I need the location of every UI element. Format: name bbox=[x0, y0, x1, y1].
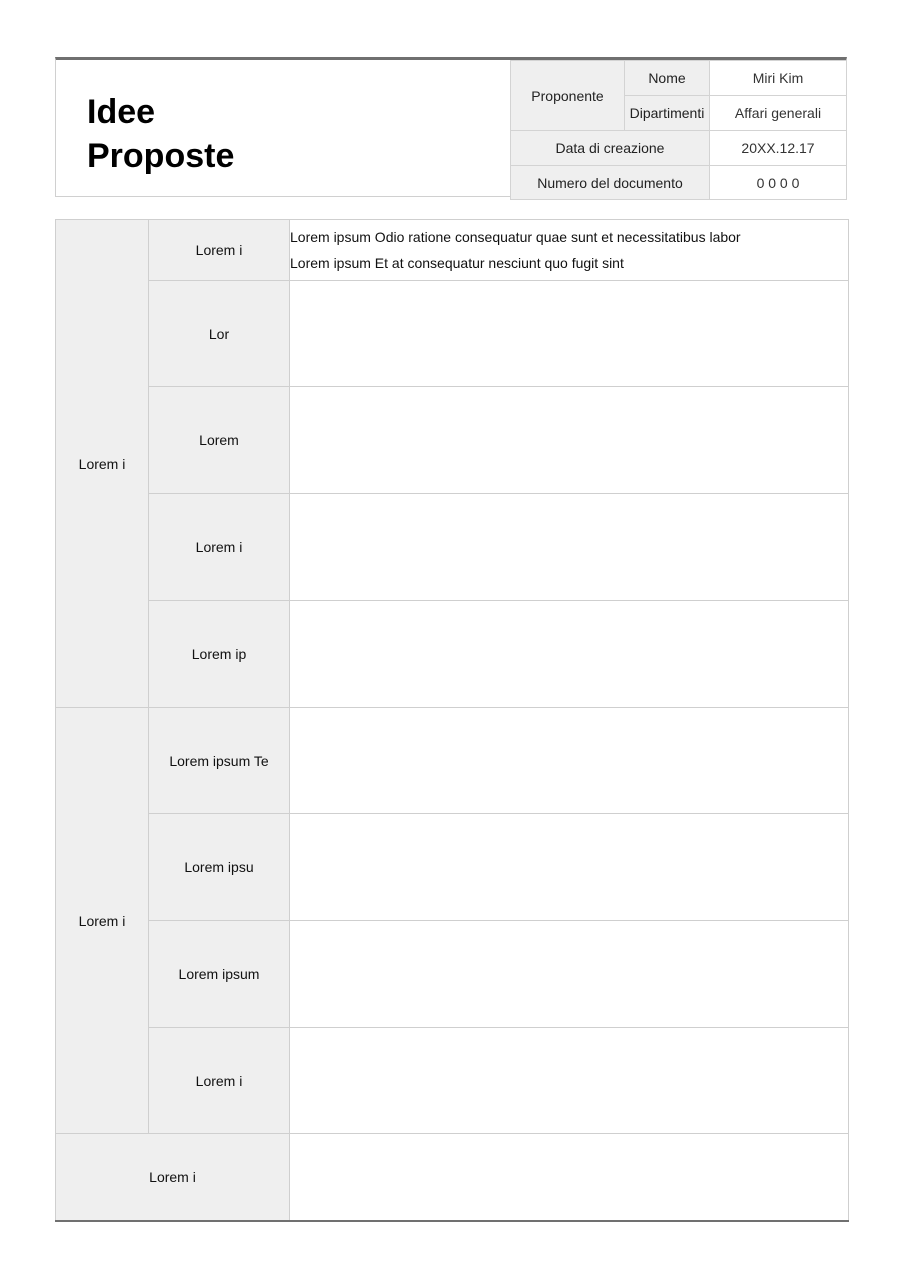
content-cell[interactable] bbox=[290, 1028, 849, 1134]
table-row bbox=[56, 921, 849, 1028]
row-label: Lorem i bbox=[149, 220, 290, 281]
content-cell[interactable] bbox=[290, 281, 849, 387]
title-line-2: Proposte bbox=[87, 137, 235, 175]
table-row bbox=[56, 220, 849, 281]
content-line-1: Lorem ipsum Odio ratione consequatur quae sunt et necessitatibus labor bbox=[290, 229, 741, 245]
title-line-1: Idee bbox=[87, 93, 156, 131]
row-label: Lorem ipsu bbox=[149, 814, 290, 921]
table-row bbox=[56, 494, 849, 601]
row-label: Lorem i bbox=[149, 494, 290, 601]
table-row bbox=[56, 281, 849, 387]
name-value: Miri Kim bbox=[710, 61, 847, 96]
content-cell[interactable] bbox=[290, 1134, 849, 1221]
content-cell[interactable] bbox=[290, 921, 849, 1028]
table-row bbox=[56, 1028, 849, 1134]
table-row bbox=[56, 387, 849, 494]
row-label: Lorem bbox=[149, 387, 290, 494]
content-cell[interactable] bbox=[290, 814, 849, 921]
page-title bbox=[87, 90, 234, 178]
department-value: Affari generali bbox=[710, 96, 847, 131]
document-number-label: Numero del documento bbox=[511, 166, 710, 200]
table-row bbox=[56, 708, 849, 814]
row-label: Lorem i bbox=[149, 1028, 290, 1134]
created-date-value: 20XX.12.17 bbox=[710, 131, 847, 166]
content-line-2: Lorem ipsum Et at consequatur nesciunt quo fugit sint bbox=[290, 255, 624, 271]
content-cell[interactable] bbox=[290, 387, 849, 494]
row-label: Lorem ipsum Te bbox=[149, 708, 290, 814]
content-cell[interactable] bbox=[290, 708, 849, 814]
row-label: Lorem ipsum bbox=[149, 921, 290, 1028]
proposal-form-table bbox=[55, 219, 849, 1222]
row-label: Lorem ip bbox=[149, 601, 290, 708]
name-label: Nome bbox=[625, 61, 710, 96]
group-2-label: Lorem i bbox=[56, 708, 149, 1134]
document-number-value: 0 0 0 0 bbox=[710, 166, 847, 200]
final-row-label: Lorem i bbox=[56, 1134, 290, 1221]
row-label: Lor bbox=[149, 281, 290, 387]
department-label: Dipartimenti bbox=[625, 96, 710, 131]
content-cell[interactable] bbox=[290, 601, 849, 708]
content-cell[interactable] bbox=[290, 220, 849, 281]
table-row bbox=[56, 1134, 849, 1221]
document-header bbox=[55, 57, 847, 197]
group-1-label: Lorem i bbox=[56, 220, 149, 708]
table-row bbox=[56, 601, 849, 708]
proposer-label: Proponente bbox=[511, 61, 625, 131]
table-row bbox=[56, 814, 849, 921]
created-date-label: Data di creazione bbox=[511, 131, 710, 166]
content-cell[interactable] bbox=[290, 494, 849, 601]
document-meta-table bbox=[510, 60, 847, 200]
